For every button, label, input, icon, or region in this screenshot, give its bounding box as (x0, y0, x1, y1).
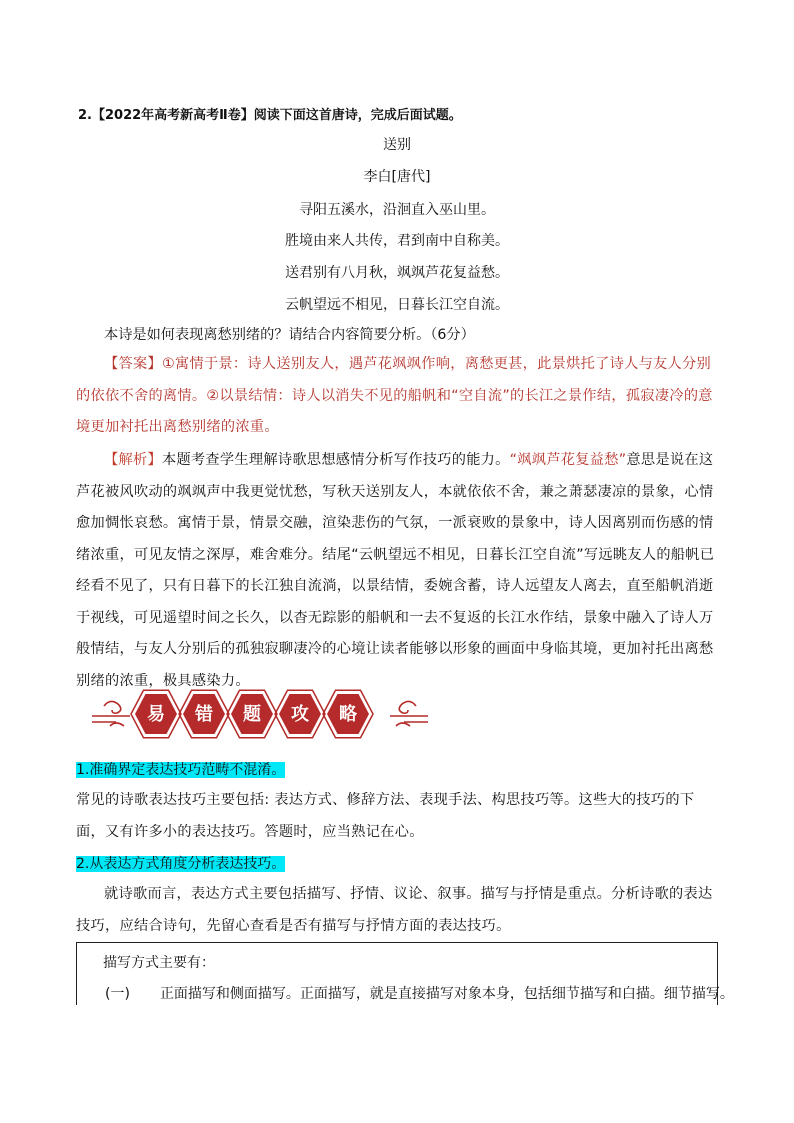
tip-paragraph-1: 常见的诗歌表达技巧主要包括: 表达方式、修辞方法、表现手法、构思技巧等。这些大的技巧的下面，又有许多小的表达技巧。答题时，应当熟记在心。 (76, 792, 695, 840)
banner-right-cloud (390, 701, 428, 726)
tip-heading-2-text: 2.从表达方式角度分析表达技巧。 (76, 856, 286, 872)
analysis-block (76, 445, 720, 697)
analysis-tag: 【解析】 (104, 452, 162, 468)
banner-char: 略 (339, 704, 357, 725)
tip-heading-1 (76, 759, 285, 779)
info-box-text: 正面描写和侧面描写。正面描写，就是直接描写对象本身，包括细节描写和白描。细节描写。 (159, 986, 734, 1002)
info-box-line (105, 983, 734, 1003)
analysis-quote: “飒飒芦花复益愁” (509, 452, 627, 468)
info-box-heading: 描写方式主要有： (103, 955, 215, 971)
banner-char: 攻 (291, 704, 309, 725)
analysis-text: 意思是说在这芦花被风吹动的飒飒声中我更觉忧愁，写秋天送别友人，本就依依不舍，兼之萧瑟凄凉的景象，心情愈加惆怅哀愁。寓情于景，情景交融，渲染悲伤的气氛，一派衰败的景象中，诗人因离别而伤感的情绪浓重，可见友情之深厚，难舍难分。结尾“云帆望远不相见，日暮长江空自流”写远眺友人的船帆已经看不见了，只有日暮下的长江独自流淌，以景结情，委婉含蓄，诗人远望友人离去，直至船帆消逝于视线，可见遥望时间之长久，以杳无踪影的船帆和一去不复返的长江水作结，景象中融入了诗人万般情结，与友人分别后的孤独寂聊凄冷的心境让读者能够以形象的画面中身临其境，更加衬托出离愁别绪的浓重，极具感染力。 (76, 452, 715, 689)
section-banner (90, 686, 430, 742)
poem-title: 送别 (383, 137, 411, 153)
tip-paragraph-2: 就诗歌而言，表达方式主要包括描写、抒情、议论、叙事。描写与抒情是重点。分析诗歌的表达技巧，应结合诗句，先留心查看是否有描写与抒情方面的表达技巧。 (76, 886, 713, 934)
question-prompt: 本诗是如何表现离愁别绪的？请结合内容简要分析。（6分） (104, 327, 475, 343)
poem-line: 云帆望远不相见，日暮长江空自流。 (285, 297, 509, 313)
answer-tag: 【答案】 (104, 356, 162, 372)
poem-line: 送君别有八月秋，飒飒芦花复益愁。 (285, 265, 509, 281)
tip-heading-2 (76, 853, 285, 873)
tip-heading-1-text: 1.准确界定表达技巧范畴不混淆。 (76, 762, 286, 778)
poem-line: 寻阳五溪水，沿洄直入巫山里。 (299, 202, 495, 218)
banner-graphic (90, 686, 430, 742)
info-box-number: (一) (105, 986, 130, 1002)
poem-line: 胜境由来人共传，君到南中自称美。 (285, 233, 509, 249)
banner-char: 易 (147, 704, 165, 725)
banner-char: 题 (243, 704, 261, 725)
poem-author: 李白[唐代] (363, 169, 431, 185)
banner-char: 错 (195, 704, 213, 725)
answer-text: ①寓情于景：诗人送别友人，遇芦花飒飒作响，离愁更甚，此景烘托了诗人与友人分别的依依不舍的离情。②以景结情：诗人以消失不见的船帆和“空自流”的长江之景作结，孤寂凄冷的意境更加衬托出离愁别绪的浓重。 (76, 356, 713, 435)
analysis-lead: 本题考查学生理解诗歌思想感情分析写作技巧的能力。 (161, 452, 510, 468)
answer-block (76, 349, 720, 444)
banner-left-cloud (92, 701, 130, 726)
question-title: 2.【2022年高考新高考Ⅱ卷】阅读下面这首唐诗，完成后面试题。 (78, 108, 462, 123)
